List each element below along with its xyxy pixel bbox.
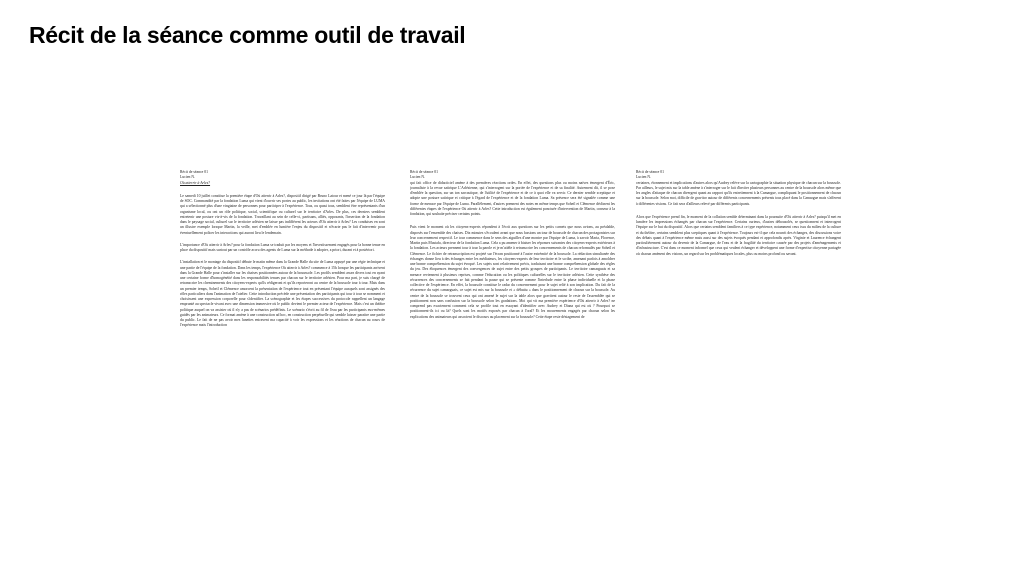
paragraph: certaines, étonnement et implications d'autres alors qu'Audrey relève sur la cartographie la situation physique de chacun sur la boussole. Par ailleurs, le sujet mis sur la table amène à s'interroger sur le fait d'inviter plusieurs personnes au centre de la boussole alors même que les angles d'attaque de chacun divergent quant au rapport qu'ils entretiennent à la Camargue, compliquant le positionnement de chacun sur la boussole. Selon moi, difficile de gravitor autour de différents concernements présents tous placé dans la Camargue mais s'afferent à différentes visions. Ce fait sera d'ailleurs relevé par différents participants. bbox=[636, 180, 841, 206]
author-name: Lucien N. bbox=[180, 175, 195, 180]
document-page-3 bbox=[636, 170, 841, 500]
page-header bbox=[636, 170, 841, 181]
paragraph: Puis vient le moment où les citoyens-experts répondent à l'écrit aux questions sur les petits carnets que nous avions, au préalable, disposés sur l'ensemble des chaises. Dix minutes s'écoulent avant que nous fassions un tour de boussole de chacun des protagonistes sur leur concernement respectif. Le tour commence dans le sens des aiguilles d'une montre par l'équipe de Luma, à savoir Maria, Florence, Martin puis Mustafa, directeur de la fondation Luma. Cela a pu amener à biaiser les réponses suivantes des citoyens-experts extérieurs à la fondation. Les acteurs prennent tour à tour la parole et je m'attèle à retranscrire les concernements de chacun reformulés par Soheil et Clémence. Le fichier de retranscription est projeté sur l'écran positionné à l'autre extrémité de la boussole. La rédaction simultanée des échanges donne lieu à des échanges entre les médiateurs, les citoyens-experts de leur territoire et le scribe, amenant parfois à amoldrer une bonne compréhension du sujet évoqué. Les sujets sont relativement précis, traduisant une bonne compréhension globale des règles du jeu. Des éloquences émergent des convergences de sujet entre des petits groupes de participants. Le territoire camarguais et sa menace reviennent à plusieurs reprises, comme l'éducation ou les politiques culturelles sur le territoire arlésien. Cette synthèse des récurrences des concernements se fait pendant la pause qui se présente comme l'interlude entre la phase individuelle et la phase collective de l'expérience. En effet, la boussole constitue le radar du concernement pour le sujet relié à son implication. Du fait de la récurrence du sujet camarguais, ce sujet est mis sur la boussole et « débattu » dans le positionnement de chacun sur la boussole. Au centre de la boussole se trouvent ceux qui ont amené le sujet sur la table alors que gravitent autour le reste de l'assemblée qui se positionnent non sans confusion sur la boussole selon les gradations. Moi qui vit ma première expérience d'Où atterrir à Arles? ne comprend pas exactement comment cela se profile tout en essayant d'identifier avec Audrey et Diana qui est où ? Pourquoi se positionnent-ils ici ou là? Quels sont les motifs exposés par chacun à l'oral? Et les mouvements engagés par chacun selon les explications des animateurs qui associent le discours au placement sur la boussole? Cette étape reste déstagement de bbox=[410, 225, 615, 319]
document-label: Récit de séance 01 bbox=[180, 170, 209, 174]
document-page-1 bbox=[180, 170, 385, 500]
paragraph: L'installation et le montage du dispositif débute le matin même dans la Grande Halle du site de Luma appuyé par une régie technique et une partie de l'équipe de la fondation. Dans les temps, l'expérience Où atterrir à Arles? commence à 15h lorsque les participants arrivent dans la Grande Halle pour s'installer sur les chaises positionnées autour de la bouussole. Les profils semblent assez divers tout en ayant une certaine forme d'homogénéité dans les responsabilités tenues par chacun sur le territoire arlésien. Pour ma part, je suis chargé de retranscrire les cheminements des citoyens-experts qu'ils rédigeront et qu'ils reporteront au centre de la boussole tour à tour. Mais dans un premier temps, Soheil et Clémence amorcent la présentation de l'expérience tout en présentant l'équipe auxquels sont assignés des rôles particuliers dans l'animation de l'atelier. Cette introduction précède une présentation des participants qui tour à tour se nomment et choisissent une expression corporelle pour s'identifier. La scénographie et les étapes successives du protocole rappellent un langage emprunté au spectacle vivant avec une dimension immersive où le public devient le premier acteur de l'expérience. Mais c'est un théâtre politique auquel on va assister où il n'y a pas de scénarios prédéfinis. Le scénario s'écrit au fil de l'eau par les participants eux-mêmes guidés par les animateurs. Ce format amène à une construction ad hoc, en construction perpétuelle qui semble laisser paraitre une partie du public. Le fait de ne pas avoir mes lunettes entravent ma capacité à voir les expressions et les réactions de chacun au cours de l'expérience mais l'introduction bbox=[180, 260, 385, 328]
document-title: Où atterrir à Arles? bbox=[180, 180, 211, 185]
document-label: Récit de séance 01 bbox=[410, 170, 439, 174]
document-page-2 bbox=[410, 170, 615, 500]
document-label: Récit de séance 01 bbox=[636, 170, 665, 174]
paragraph: L'importance d'Où atterrir à Arles? pour la fondation Luma se traduit par les moyens et l'investissement engagés pour la bonne tenue en place du dispositif mais surtout par un contrôle accru des agents de Luma sur la méthode à adopter, a priori, durant et à postériori. bbox=[180, 242, 385, 252]
paragraph: Le samedi 10 juillet constitue la première étape d'Où atterrir à Arles?, dispositif dirigé par Bruno Latour et mené ce jour là par l'équipe de SOC. Commandité par la fondation Luma qui vient d'ouvrir ses portes au public, les invitations ont été faites par l'équipe de LUMA qui a sélectionné plus d'une vingtaine de personnes pour participer à l'expérience. Tous, ou quasi tous, semblent être représentants d'un organisme local, ou ont un rôle politique, social, scientifique ou culturel sur le territoire d'Arles. De plus, ces derniers semblent entretenir une posture vis-à-vis de la fondation. Travaillant au sein de celle-ci, partisans, alliés, opposants, l'insertion de la fondation dans le paysage social, culturel sur le territoire arlésien ne laisse pas indifférent les acteurs d'Où atterrir à Arles? Les conduises en sont un illustre exemple lorsque Martin, la veille, met d'emblée en lumière l'enjeu du dispositif et n'écarte pas le fait d'intervenir pour éventuellement policer les interactions qui auront lieu le lendemain. bbox=[180, 193, 385, 235]
slide-title: Récit de la séance comme outil de travail bbox=[29, 22, 466, 48]
author-name: Lucien N. bbox=[410, 175, 425, 180]
paragraph: qui fait office de didacticiel amène à des premières réactions ordes. En effet, des questions plus ou moins naïves émergent d'Éric, journaliste à la revue satirique L'Arlésienne, qui s'interrogent sur la portée de l'expérience et de sa finalité. Autrement dit, il se pose d'emblée la question, sur un ton sarcastique, de l'utilité de l'expérience et de ce à quoi elle va servir. Ce dernier semble sceptique et adopte une posture satirique et critique à l'égard de l'expérience et de la fondation Luma. Sa présence sera été signalée comme une forme de menace par l'équipe de Luma. Parallèlement, d'autres prennent des notes en même temps que Soheil et Clémence déclinent les différentes étapes de l'expérience Où atterrir à Arles? Cette introduction est également ponctuée d'intervention de Martin, conseur à la fondation, qui souhaite préciser certains points. bbox=[410, 180, 615, 216]
paragraph: Alors que l'expérience prend fin, le moment de la collation semble déterminant dans la poursuite d'Où atterrir à Arles? puisqu'il met en lumière les impressions échangés par chacun sur l'expérience. Certains curieux, d'autres débousolés, se questionnent et interrogent l'équipe sur le but du dispositif. Alors que certains semblent familiers à ce type expérience, notamment ceux issu du milieu de la culture et du théâtre, certains semblent plus sceptiques quant à l'expérience. Toujours est-il que cela nourrit des échanges, des discussions voire des débats quant à l'expérience même mais aussi sur des sujets évoqués pendant et approfondis après. Virginie et Laurence échangent particulièrement autour du devenir de la Camargue, de l'eau et de la fragilité du territoire causée par des projets d'aménagements et d'infrastructure. C'est dans ce moment informel que ceux qui veulent échanger et développent une forme d'expertise citoyenne partagée où chacun amènent des visions, un regard sur les problématiques locales, plus ou moins profond ou savant. bbox=[636, 214, 841, 256]
page-header bbox=[410, 170, 615, 181]
page-header bbox=[180, 170, 385, 186]
author-name: Lucien N. bbox=[636, 175, 651, 180]
